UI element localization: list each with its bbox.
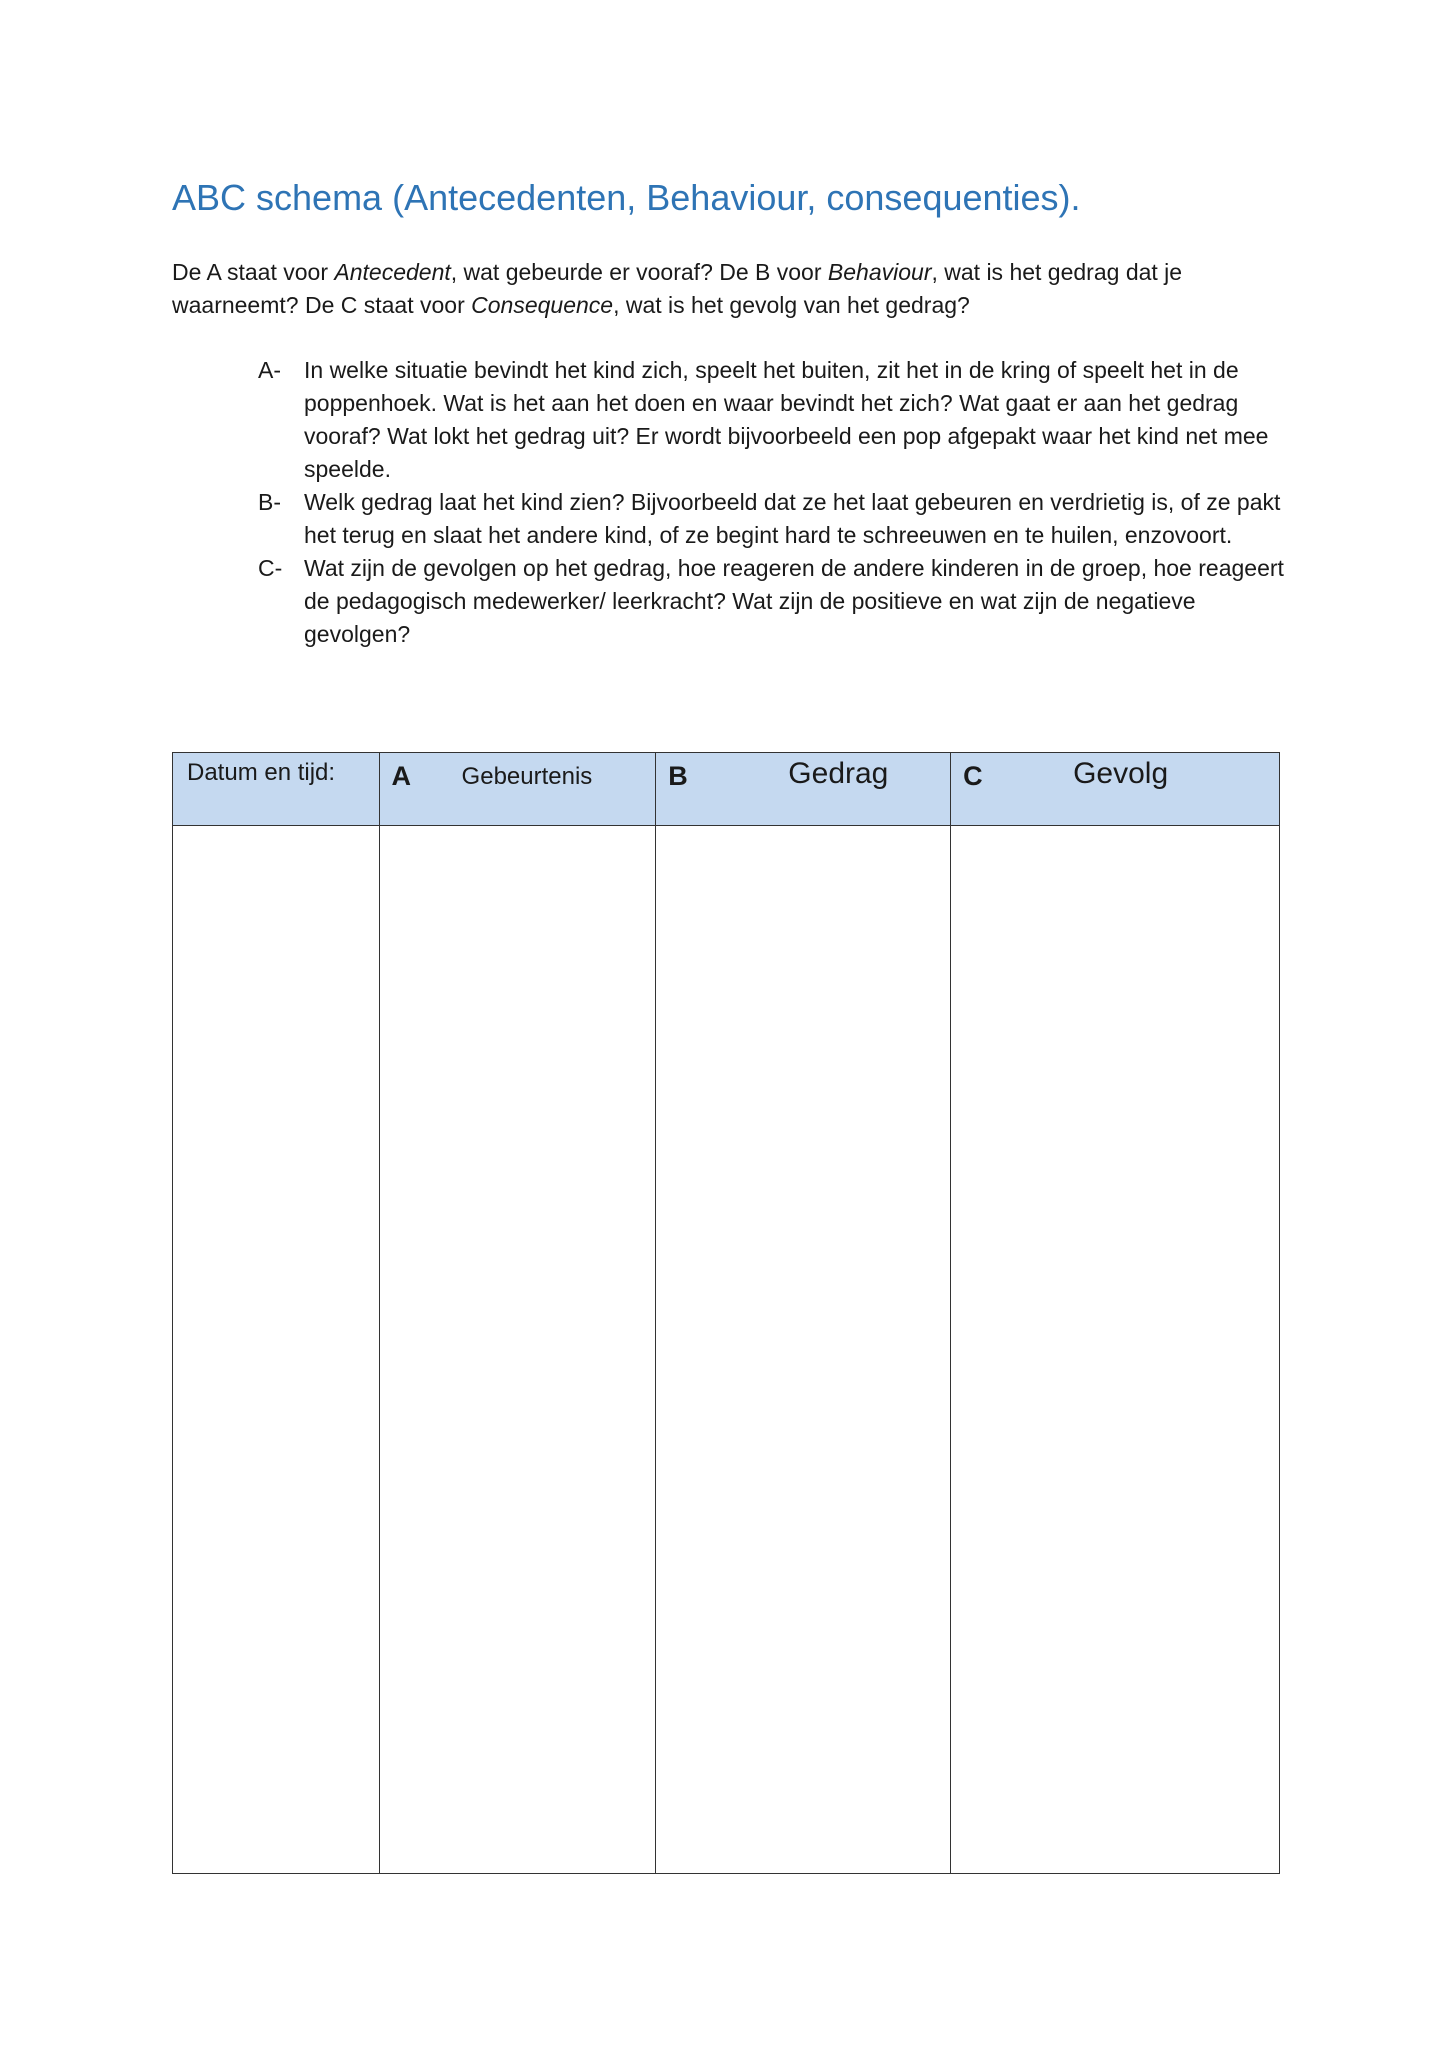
header-date-label: Datum en tijd: [187, 759, 336, 786]
header-cell-a [379, 753, 656, 826]
list-text-c: Wat zijn de gevolgen op het gedrag, hoe reageren de andere kinderen in de groep, hoe reageert de pedagogisch medewerker/ leerkracht? Wat zijn de positieve en wat zijn de negatieve gevolgen? [304, 555, 1284, 647]
abc-explanation-list [258, 354, 1288, 651]
header-cell-date [173, 753, 380, 826]
table-row [173, 826, 1280, 1874]
list-item-b [258, 486, 1288, 552]
table-header-row [173, 753, 1280, 826]
header-letter-b: B [668, 761, 688, 791]
header-label-gebeurtenis: Gebeurtenis [461, 763, 593, 790]
intro-text-4: , wat is het gevolg van het gedrag? [613, 292, 970, 318]
header-label-gedrag: Gedrag [788, 757, 889, 790]
intro-term-behaviour: Behaviour [827, 259, 932, 285]
cell-date-entry[interactable] [173, 826, 380, 1874]
cell-gebeurtenis-entry[interactable] [379, 826, 656, 1874]
page-title: ABC schema (Antecedenten, Behaviour, consequenties). [172, 177, 1081, 218]
list-text-a: In welke situatie bevindt het kind zich, speelt het buiten, zit het in de kring of speelt het in de poppenhoek. Wat is het aan het doen en waar bevindt het zich? Wat gaat er aan het gedrag vooraf? Wat lokt het gedrag uit? Er wordt bijvoorbeeld een pop afgepakt waar het kind net mee speelde. [304, 357, 1269, 482]
header-cell-b [656, 753, 951, 826]
header-label-gevolg: Gevolg [1073, 757, 1169, 790]
header-letter-a: A [391, 761, 412, 791]
header-cell-c [951, 753, 1280, 826]
intro-text-2: , wat gebeurde er vooraf? De B voor [450, 259, 828, 285]
intro-term-consequence: Consequence [471, 292, 614, 318]
abc-observation-table [172, 752, 1280, 1874]
list-marker-a: A- [258, 357, 281, 383]
list-text-b: Welk gedrag laat het kind zien? Bijvoorbeeld dat ze het laat gebeuren en verdrietig is, of ze pakt het terug en slaat het andere kind, of ze begint hard te schreeuwen en te huilen, enzovoort. [304, 489, 1281, 548]
cell-gevolg-entry[interactable] [951, 826, 1280, 1874]
cell-gedrag-entry[interactable] [656, 826, 951, 1874]
list-item-c [258, 552, 1288, 651]
intro-term-antecedent: Antecedent [334, 259, 451, 285]
header-letter-c: C [963, 761, 983, 791]
intro-text-3: , wat is het gedrag dat je waarneemt? De C staat voor [172, 259, 1183, 318]
intro-text-1: De A staat voor [172, 259, 335, 285]
list-item-a [258, 354, 1288, 486]
list-marker-b: B- [258, 489, 281, 515]
intro-paragraph [172, 256, 1282, 322]
list-marker-c: C- [258, 555, 283, 581]
